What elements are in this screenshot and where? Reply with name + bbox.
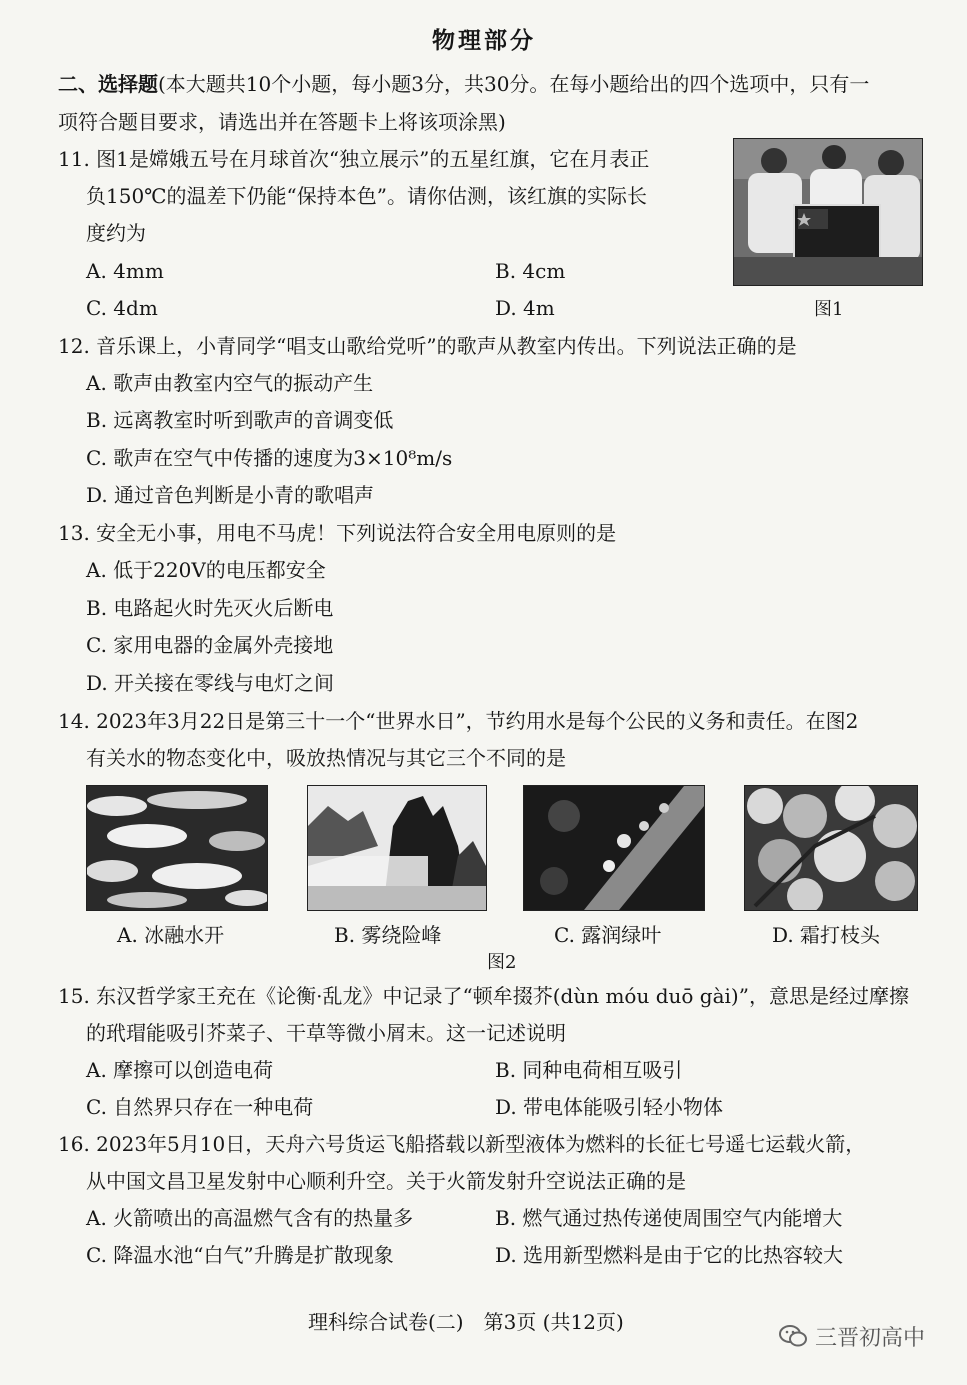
figure2-caption-d: D. 霜打枝头 <box>772 923 881 947</box>
q16-stem-line1: 16. 2023年5月10日，天舟六号货运飞船搭载以新型液体为燃料的长征七号遥七运载火箭， <box>58 1132 866 1156</box>
q16-option-c: C. 降温水池“白气”升腾是扩散现象 <box>86 1243 394 1267</box>
page-title: 物理部分 <box>432 27 536 54</box>
q13-option-c: C. 家用电器的金属外壳接地 <box>86 633 334 657</box>
q15-option-c: C. 自然界只存在一种电荷 <box>86 1095 314 1119</box>
section-intro-line2: 项符合题目要求，请选出并在答题卡上将该项涂黑) <box>58 110 506 134</box>
figure2-caption-a: A. 冰融水开 <box>117 923 225 947</box>
q15-option-b: B. 同种电荷相互吸引 <box>495 1058 683 1082</box>
q16-option-d: D. 选用新型燃料是由于它的比热容较大 <box>495 1243 844 1267</box>
q13-stem: 13. 安全无小事，用电不马虎！下列说法符合安全用电原则的是 <box>58 521 617 545</box>
q12-option-a: A. 歌声由教室内空气的振动产生 <box>86 371 374 395</box>
q15-option-a: A. 摩擦可以创造电荷 <box>86 1058 274 1082</box>
q13-option-a: A. 低于220V的电压都安全 <box>86 558 326 582</box>
q11-stem-line1: 11. 图1是嫦娥五号在月球首次“独立展示”的五星红旗，它在月表正 <box>58 147 650 171</box>
q11-option-b: B. 4cm <box>495 259 566 283</box>
q11-stem-line2: 负150℃的温差下仍能“保持本色”。请你估测，该红旗的实际长 <box>86 184 647 208</box>
q11-option-c: C. 4dm <box>86 296 158 320</box>
q13-option-d: D. 开关接在零线与电灯之间 <box>86 671 335 695</box>
q12-option-d: D. 通过音色判断是小青的歌唱声 <box>86 483 375 507</box>
wechat-icon <box>779 1324 807 1348</box>
section-heading: 二、选择题 <box>58 72 158 96</box>
q16-option-b: B. 燃气通过热传递使周围空气内能增大 <box>495 1206 843 1230</box>
q11-option-d: D. 4m <box>495 296 555 320</box>
q15-stem-line1: 15. 东汉哲学家王充在《论衡·乱龙》中记录了“顿牟掇芥(dùn móu duō gài)”，意思是经过摩擦 <box>58 984 909 1008</box>
q12-option-b: B. 远离教室时听到歌声的音调变低 <box>86 408 394 432</box>
figure2-caption: 图2 <box>487 952 517 973</box>
q11-option-a: A. 4mm <box>86 259 164 283</box>
q13-option-b: B. 电路起火时先灭火后断电 <box>86 596 334 620</box>
q11-stem-line3: 度约为 <box>86 221 146 245</box>
q12-stem: 12. 音乐课上，小青同学“唱支山歌给党听”的歌声从教室内传出。下列说法正确的是 <box>58 334 797 358</box>
q16-stem-line2: 从中国文昌卫星发射中心顺利升空。关于火箭发射升空说法正确的是 <box>86 1169 686 1193</box>
q14-stem-line1: 14. 2023年3月22日是第三十一个“世界水日”，节约用水是每个公民的义务和责任。在图2 <box>58 709 859 733</box>
watermark-text: 三晋初高中 <box>815 1326 926 1351</box>
section-intro-line1: 二、选择题(本大题共10个小题，每小题3分，共30分。在每小题给出的四个选项中，只有一 <box>58 72 870 96</box>
page-footer: 理科综合试卷(二) 第3页 (共12页) <box>308 1310 624 1334</box>
figure1-caption: 图1 <box>814 299 844 320</box>
q15-option-d: D. 带电体能吸引轻小物体 <box>495 1095 724 1119</box>
dew-leaf-photo <box>523 785 705 911</box>
figure2-caption-c: C. 露润绿叶 <box>554 923 662 947</box>
melting-ice-photo <box>86 785 268 911</box>
q16-option-a: A. 火箭喷出的高温燃气含有的热量多 <box>86 1206 414 1230</box>
figure2-caption-b: B. 雾绕险峰 <box>334 923 442 947</box>
q15-stem-line2: 的玳瑁能吸引芥菜子、干草等微小屑末。这一记述说明 <box>86 1021 566 1045</box>
q14-stem-line2: 有关水的物态变化中，吸放热情况与其它三个不同的是 <box>86 746 566 770</box>
misty-peaks-photo <box>307 785 487 911</box>
figure1-flag-photo <box>733 138 923 286</box>
frost-branch-photo <box>744 785 918 911</box>
q12-option-c: C. 歌声在空气中传播的速度为3×10⁸m/s <box>86 446 453 470</box>
